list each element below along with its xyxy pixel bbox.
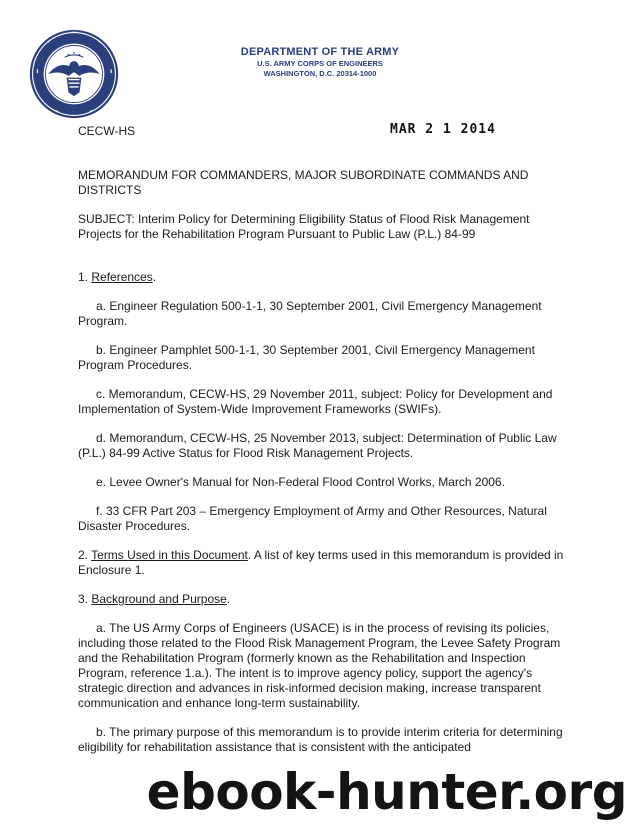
section-number: 3.	[78, 592, 89, 606]
watermark	[0, 763, 637, 825]
section-text: . A list of key terms used in this memorandum is provided in Enclosure 1.	[78, 548, 564, 577]
section-title: Background and Purpose	[91, 592, 227, 606]
section-title-suffix: .	[152, 270, 157, 284]
background-paragraph: a. The US Army Corps of Engineers (USACE) is in the process of revising its policies, including those related to the Flood Risk Management Program, the Levee Safety Program and the Rehabilitation Program (formerly known as the Rehabilitation and Inspection Program, reference 1.a.). The intent is to improve agency policy, support the agency's strategic direction and advances in risk-informed decision making, increase transparent communication and enhance long-term sustainability.	[78, 621, 561, 710]
section-heading-background	[78, 592, 568, 607]
section-title: References	[91, 270, 153, 284]
background-paragraph: b. The primary purpose of this memorandum is to provide interim criteria for determining eligibility for rehabilitation assistance that is consistent with the anticipated	[78, 725, 563, 754]
section-title-suffix: .	[226, 592, 231, 606]
reference-item: a. Engineer Regulation 500-1-1, 30 September 2001, Civil Emergency Management Program.	[78, 299, 542, 328]
letterhead	[180, 46, 460, 78]
date-stamp: MAR 2 1 2014	[390, 122, 496, 137]
watermark-text: ebook-hunter.org	[146, 763, 627, 821]
reference-item: c. Memorandum, CECW-HS, 29 November 2011, subject: Policy for Development and Implementation of System-Wide Improvement Frameworks (SWIFs).	[78, 387, 553, 416]
department-name: DEPARTMENT OF THE ARMY	[240, 46, 400, 58]
office-symbol: CECW-HS	[78, 124, 136, 138]
reference-item: b. Engineer Pamphlet 500-1-1, 30 September 2001, Civil Emergency Management Program Procedures.	[78, 343, 535, 372]
section-terms	[78, 548, 568, 578]
section-number: 2.	[78, 548, 89, 562]
agency-address: WASHINGTON, D.C. 20314-1000	[263, 69, 377, 78]
department-of-defense-seal-icon	[28, 28, 120, 120]
reference-item: d. Memorandum, CECW-HS, 25 November 2013, subject: Determination of Public Law (P.L.) 84-99 Active Status for Flood Risk Management Projects.	[78, 431, 557, 460]
section-number: 1.	[78, 270, 89, 284]
agency-name: U.S. ARMY CORPS OF ENGINEERS	[257, 59, 383, 68]
section-title: Terms Used in this Document	[91, 548, 248, 562]
section-heading-references	[78, 270, 568, 285]
subject: SUBJECT: Interim Policy for Determining Eligibility Status of Flood Risk Management Projects for the Rehabilitation Program Pursuant to Public Law (P.L.) 84-99	[78, 212, 530, 241]
memo-body	[78, 168, 568, 769]
memo-for: MEMORANDUM FOR COMMANDERS, MAJOR SUBORDINATE COMMANDS AND DISTRICTS	[78, 168, 529, 197]
reference-item: f. 33 CFR Part 203 – Emergency Employment of Army and Other Resources, Natural Disaster Procedures.	[78, 504, 547, 533]
reference-item: e. Levee Owner's Manual for Non-Federal Flood Control Works, March 2006.	[96, 475, 505, 489]
